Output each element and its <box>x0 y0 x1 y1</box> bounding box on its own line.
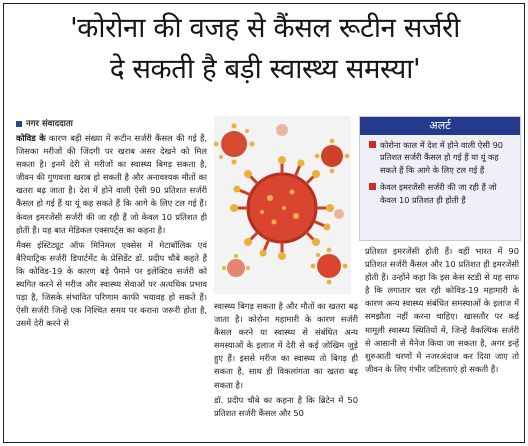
column1-paragraph-1 <box>16 132 207 237</box>
red-square-bullet-icon <box>369 183 376 190</box>
article-column-3 <box>365 245 519 438</box>
coronavirus-icon <box>214 116 351 294</box>
column1-paragraph-2: मैक्स इंस्टिट्यूट ऑफ मिनिमल एक्सेस में मेटाबॉलिक एवं बैरियाट्रिक सर्जरी डिपार्टमेंट के प्रेसिडेंट डॉ. प्रदीप चौबे कहते हैं कि कोविड-19 के कारण बड़े पैमाने पर इलेक्टिव सर्जरी को स्थगित करने से मरीज और स्वास्थ्य सेवाओं पर अत्यधिक प्रभाव पड़ा है, जिसके संभावित परिणाम काफी भयावह हो सकते हैं। ऐसी सर्जरी जिन्हें एक निश्चित समय पर कराना जरूरी होता है, उसमें देरी करने से <box>16 239 207 329</box>
red-square-bullet-icon <box>369 141 376 148</box>
headline-line-2: दे सकती है बड़ी स्वास्थ्य समस्या' <box>109 53 421 85</box>
column2-paragraph-1: स्वास्थ्य बिगड़ सकता है और मौतों का खतरा बढ़ जाता है। कोरोना महामारी के कारण सर्जरी कैंसल करने या स्वास्थ्य से संबंधित अन्य समस्याओं के इलाज में देरी से कई जोखिम जुड़े हुए हैं। इससे मरीज का स्वास्थ्य तो बिगड़ ही सकता है, साथ ही विकलांगता का खतरा बढ़ सकता है। <box>214 301 358 390</box>
byline-square-icon <box>16 121 22 127</box>
coronavirus-image <box>214 116 351 294</box>
alert-list <box>360 135 520 206</box>
alert-item <box>369 139 514 176</box>
alert-item-text: कोरोना काल में देश में होने वाली ऐसी 90 प्रतिशत सर्जरी कैंसल हो गई हैं या यूं कह सकते हैं कि आगे के लिए टल गई हैं <box>380 140 503 175</box>
column3-paragraph-1: प्रतिशत इमरजेंसी होती हैं। वहीं भारत में 90 प्रतिशत सर्जरी कैंसल और 10 प्रतिशत ही इमरजेंसी होती हैं। उन्होंने कहा कि इस केस स्टडी से यह साफ है कि लगातार चल रही कोविड-19 महामारी के कारण अन्य स्वास्थ्य संबंधित समस्याओं के इलाज में समझौता नहीं करना चाहिए। खासतौर पर कई मामूली स्वास्थ्य स्थितियों में, जिन्हें वैकल्पिक सर्जरी से आसानी से मैनेज किया जा सकता है, अगर इन्हें शुरुआती चरणों में नजरअंदाज कर दिया जाए तो जीवन के लिए गंभीर जटिलताएं हो सकती हैं। <box>365 246 519 374</box>
article-column-1 <box>16 132 207 438</box>
article-column-2 <box>214 300 358 438</box>
lead-bold-text: कोविड के <box>16 133 46 143</box>
column2-paragraph-2: डॉ. प्रदीप चौबे का कहना है कि ब्रिटेन में 50 प्रतिशत सर्जरी कैंसल और 50 <box>214 394 358 418</box>
alert-box <box>359 116 521 241</box>
column1-paragraph-1-text: कारण बड़ी संख्या में रूटीन सर्जरी कैंसल की गई हैं, जिसका मरीजों की जिंदगी पर खराब असर देखने को मिल सकता है। इनमें देरी से मरीजों का स्वास्थ्य बिगड़ सकता है, जीवन की गुणवत्ता खराब हो सकती है और अनावश्यक मौतों का खतरा बढ़ जाता है। देश में होने वाली ऐसी 90 प्रतिशत सर्जरी कैंसल हो गई हैं या यूं कह सकते हैं कि आगे के लिए टल गई हैं। केवल इमरजेंसी सर्जरी की जा रही हैं जो केवल 10 प्रतिशत ही होती हैं। यह बात मेडिकल एक्सपर्ट्स का कहना है। <box>16 133 207 235</box>
headline <box>10 8 520 90</box>
newspaper-clipping <box>3 3 525 443</box>
byline-text: नगर संवाददाता <box>26 119 73 129</box>
alert-item-text: केवल इमरजेंसी सर्जरी की जा रही हैं जो केवल 10 प्रतिशत ही होती हैं <box>380 182 497 205</box>
headline-line-1: 'कोरोना की वजह से कैंसल रूटीन सर्जरी <box>70 12 460 44</box>
alert-title: अलर्ट <box>360 117 520 135</box>
alert-item <box>369 181 514 206</box>
